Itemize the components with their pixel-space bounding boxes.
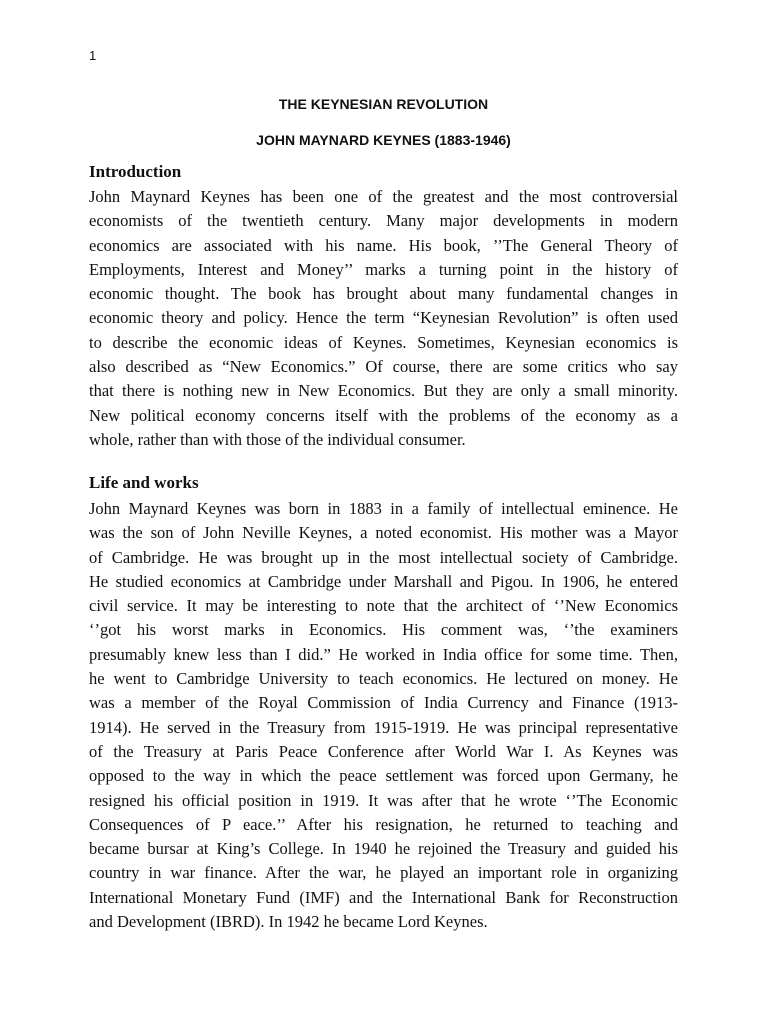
life-and-works-paragraph xyxy=(89,497,678,934)
text-line: International Monetary Fund (IMF) and the International Bank for Reconstruction xyxy=(89,887,678,907)
text-line: economic theory and policy. Hence the term “Keynesian Revolution” is often used xyxy=(89,308,678,328)
document-title: THE KEYNESIAN REVOLUTION xyxy=(278,96,489,112)
text-line: also described as “New Economics.” Of course, there are some critics who say xyxy=(89,357,678,377)
text-line: resigned his official position in 1919. It was after that he wrote ‘’The Economic xyxy=(89,790,678,810)
introduction-paragraph xyxy=(89,185,678,452)
text-line: Consequences of P eace.’’ After his resignation, he returned to teaching and xyxy=(89,814,678,834)
text-line: civil service. It may be interesting to note that the architect of ‘’New Economics xyxy=(89,596,678,616)
text-line: opposed to the way in which the peace settlement was forced upon Germany, he xyxy=(89,766,678,786)
text-line: was the son of John Neville Keynes, a noted economist. His mother was a Mayor xyxy=(89,523,678,543)
text-line: of Cambridge. He was brought up in the most intellectual society of Cambridge. xyxy=(89,547,678,567)
text-line: that there is nothing new in New Economics. But they are only a small minority. xyxy=(89,381,678,401)
text-line: country in war finance. After the war, he played an important role in organizing xyxy=(89,863,678,883)
section-heading-introduction: Introduction xyxy=(89,162,182,181)
text-line: of the Treasury at Paris Peace Conference after World War I. As Keynes was xyxy=(89,741,678,761)
text-line: New political economy concerns itself with the problems of the economy as a xyxy=(89,405,678,425)
text-line: whole, rather than with those of the individual consumer. xyxy=(89,429,466,449)
text-line: John Maynard Keynes was born in 1883 in a family of intellectual eminence. He xyxy=(89,499,678,518)
text-line: 1914). He served in the Treasury from 1915-1919. He was principal representative xyxy=(89,717,678,737)
text-line: ‘’got his worst marks in Economics. His comment was, ‘’the examiners xyxy=(89,620,678,640)
text-line: economists of the twentieth century. Many major developments in modern xyxy=(89,211,678,231)
text-line: to describe the economic ideas of Keynes. Sometimes, Keynesian economics is xyxy=(89,332,678,352)
text-line: was a member of the Royal Commission of India Currency and Finance (1913- xyxy=(89,693,678,713)
section-heading-life-and-works: Life and works xyxy=(89,473,199,492)
text-line: John Maynard Keynes has been one of the greatest and the most controversial xyxy=(89,187,678,206)
page-number: 1 xyxy=(89,48,97,63)
text-line: economic thought. The book has brought about many fundamental changes in xyxy=(89,284,678,304)
text-line: became bursar at King’s College. In 1940 he rejoined the Treasury and guided his xyxy=(89,839,678,859)
text-line: economics are associated with his name. His book, ’’The General Theory of xyxy=(89,235,678,255)
text-line: Employments, Interest and Money’’ marks a turning point in the history of xyxy=(89,259,678,279)
text-line: and Development (IBRD). In 1942 he became Lord Keynes. xyxy=(89,912,488,932)
text-line: He studied economics at Cambridge under Marshall and Pigou. In 1906, he entered xyxy=(89,571,678,591)
text-line: he went to Cambridge University to teach economics. He lectured on money. He xyxy=(89,669,678,689)
text-line: presumably knew less than I did.” He worked in India office for some time. Then, xyxy=(89,644,678,664)
document-subtitle: JOHN MAYNARD KEYNES (1883-1946) xyxy=(256,132,511,148)
